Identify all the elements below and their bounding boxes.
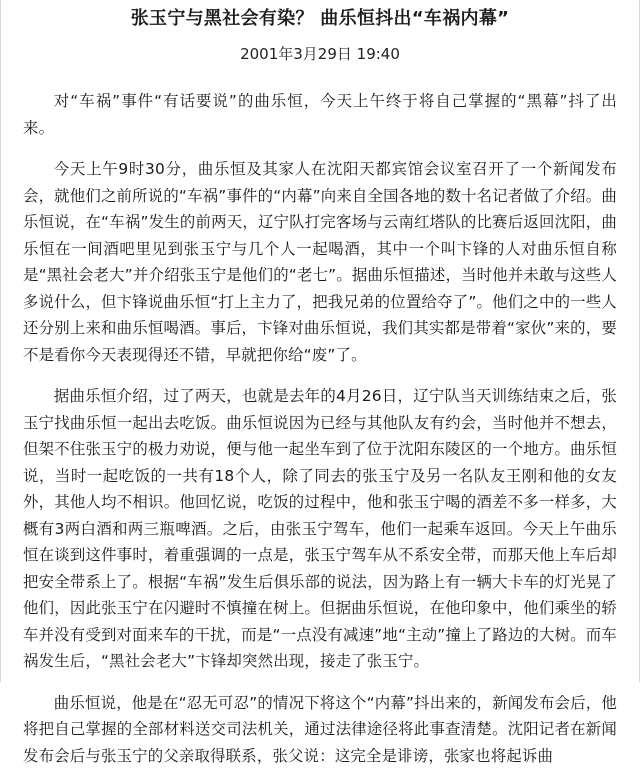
paragraph: 今天上午9时30分，曲乐恒及其家人在沈阳天都宾馆会议室召开了一个新闻发布会，就他们之前所说的“车祸”事件的“内幕”向来自全国各地的数十名记者做了介绍。曲乐恒说，在“车祸”发生的前两天，辽宁队打完客场与云南红塔队的比赛后返回沈阳，曲乐恒在一间酒吧里见到张玉宁与几个人一起喝酒，其中一个叫卞锋的人对曲乐恒自称是“黑社会老大”并介绍张玉宁是他们的“老七”。据曲乐恒描述，当时他并未敢与这些人多说什么，但卞锋说曲乐恒“打上主力了，把我兄弟的位置给夺了”。他们之中的一些人还分别上来和曲乐恒喝酒。事后，卞锋对曲乐恒说，我们其实都是带着“家伙”来的，要不是看你今天表现得还不错，早就把你给“废”了。	[23, 156, 617, 368]
publish-date: 2001年3月29日 19:40	[1, 32, 639, 64]
article-body	[1, 88, 639, 769]
paragraph: 曲乐恒说，他是在“忍无可忍”的情况下将这个“内幕”抖出来的，新闻发布会后，他将把自己掌握的全部材料送交司法机关，通过法律途径将此事查清楚。沈阳记者在新闻发布会后与张玉宁的父亲取得联系，张父说：这完全是诽谤，张家也将起诉曲	[23, 690, 617, 769]
paragraph: 据曲乐恒介绍，过了两天，也就是去年的4月26日，辽宁队当天训练结束之后，张玉宁找曲乐恒一起出去吃饭。曲乐恒说因为已经与其他队友有约会，当时他并不想去，但架不住张玉宁的极力劝说，便与他一起坐车到了位于沈阳东陵区的一个地方。曲乐恒说，当时一起吃饭的一共有18个人，除了同去的张玉宁及另一名队友王刚和他的女友外，其他人均不相识。他回忆说，吃饭的过程中，他和张玉宁喝的酒差不多一样多，大概有3两白酒和两三瓶啤酒。之后，由张玉宁驾车，他们一起乘车返回。今天上午曲乐恒在谈到这件事时，着重强调的一点是，张玉宁驾车从不系安全带，而那天他上车后却把安全带系上了。根据“车祸”发生后俱乐部的说法，因为路上有一辆大卡车的灯光晃了他们，因此张玉宁在闪避时不慎撞在树上。但据曲乐恒说，在他印象中，他们乘坐的轿车并没有受到对面来车的干扰，而是“一点没有减速”地“主动”撞上了路边的大树。而车祸发生后，“黑社会老大”卞锋却突然出现，接走了张玉宁。	[23, 383, 617, 675]
paragraph: 对“车祸”事件“有话要说”的曲乐恒，今天上午终于将自己掌握的“黑幕”抖了出来。	[23, 88, 617, 141]
article-title: 张玉宁与黑社会有染？ 曲乐恒抖出“车祸内幕”	[1, 0, 639, 32]
